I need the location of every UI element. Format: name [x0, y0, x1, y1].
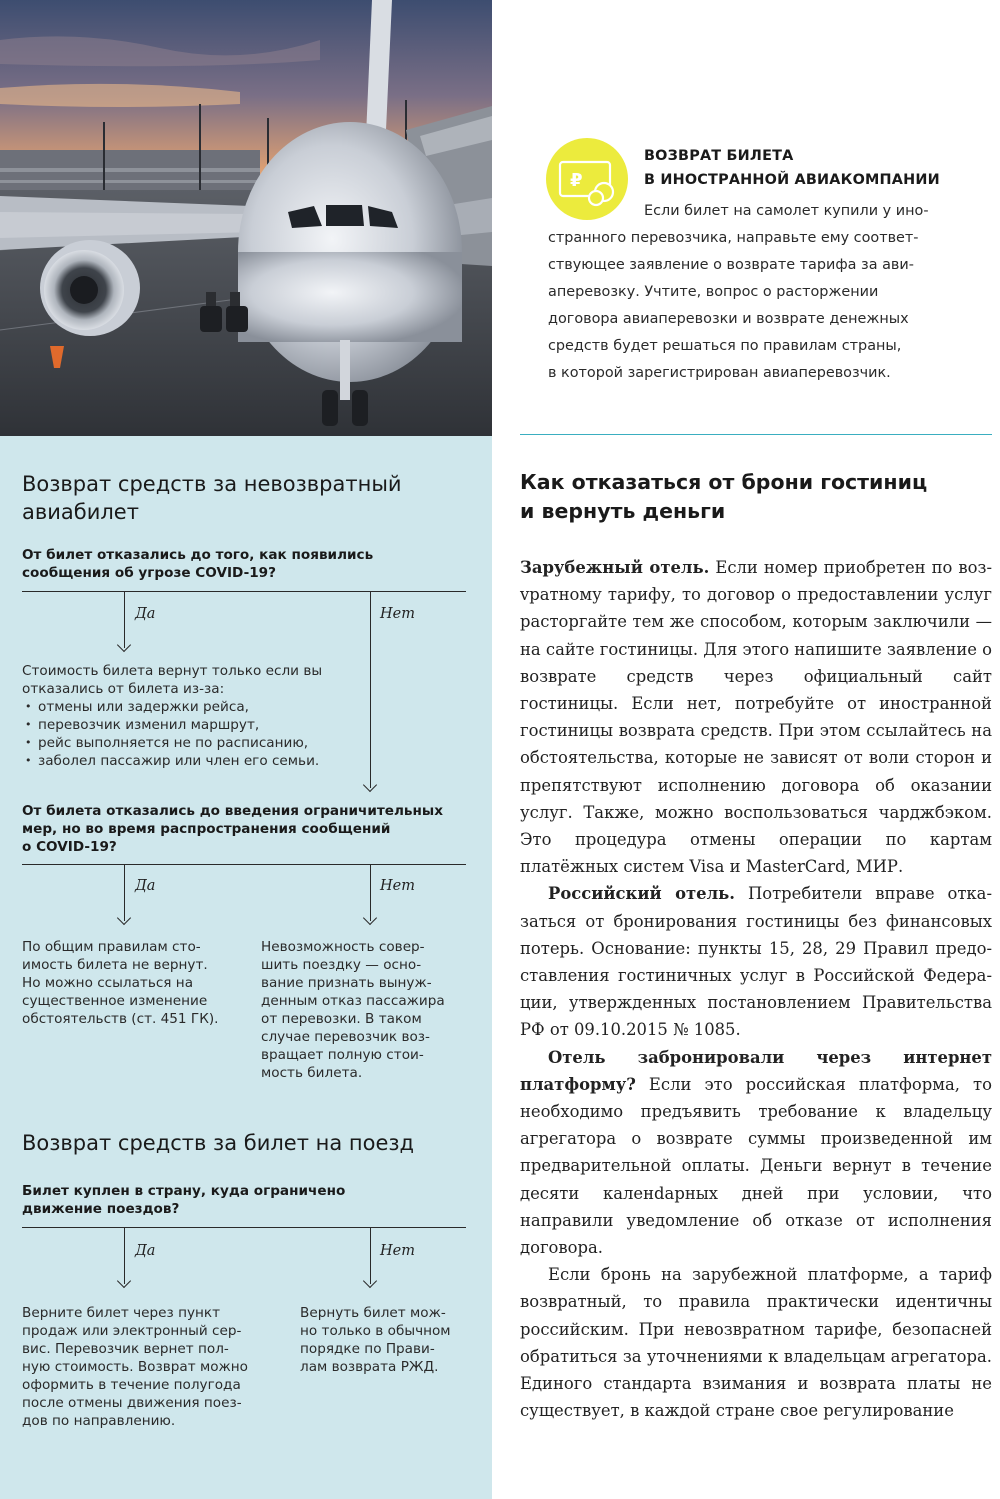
airplane-illustration — [0, 0, 492, 436]
svg-text:₽: ₽ — [570, 170, 583, 191]
callout-text-line: странного перевозчика, направьте ему соответ- — [548, 230, 919, 246]
air-a2-no-line: Невозможность совер- — [261, 939, 425, 955]
list-item: • заболел пассажир или член его семьи. — [22, 752, 319, 770]
section-divider — [520, 434, 992, 435]
train-yes-line: дов по направлению. — [22, 1413, 176, 1429]
air-q2-line3: о COVID-19? — [22, 839, 117, 855]
ruble-card-graphic — [546, 138, 628, 220]
air-section-title — [22, 470, 402, 526]
paragraph-text: Если это российская платформа, то необходимо предъявить требование к владельцу агрегатора о возврате суммы произведенной им предварительной оплаты. Деньги вернут в течение десяти каленdарных дней при условии, что направили уведомление об отказе от исполнения договора. — [520, 1074, 992, 1258]
train-question — [22, 1182, 345, 1218]
train-yes-line: продаж или электронный сер- — [22, 1323, 242, 1339]
paragraph-text: Потребители вправе отказаться от бронирования гостиницы без финансовых потерь. Основание: пункты 15, 28, 29 Правил предоставления гостиничных услуг в Российской Федерации, утвержденных постановлением Правительства РФ от 09.10.2015 № 1085. — [520, 884, 992, 1040]
ruble-card-icon — [546, 138, 628, 220]
paragraph-foreign-platform: Если бронь на зарубежной платформе, а тариф возвратный, то правила практически идентичны российским. При невозвратном тарифе, безопасней обратиться за уточнениями к владельцам агрегатора. Единого стандарта взимания и возврата платы не существует, в каждой стране свое регулирование — [520, 1265, 992, 1421]
paragraph-foreign-hotel — [520, 554, 992, 880]
hotel-title-line2: и вернуть деньги — [520, 499, 726, 523]
air-q1-underline — [22, 591, 466, 592]
callout-title — [644, 144, 940, 192]
train-yes-line: Верните билет через пункт — [22, 1305, 221, 1321]
air-a1-intro — [22, 662, 322, 698]
air-title-line1: Возврат средств за невозвратный — [22, 472, 402, 496]
air-q1-line1: От билет отказались до того, как появились — [22, 547, 374, 563]
air-a2-yes-line: Но можно ссылаться на — [22, 975, 194, 991]
air-a2-no-line: от перевозки. В таком — [261, 1011, 422, 1027]
air-q1-yes-label: Да — [135, 606, 156, 622]
air-a2-no-line: вращает полную стои- — [261, 1047, 424, 1063]
airplane-photo — [0, 0, 492, 436]
air-a2-yes-text — [22, 938, 218, 1028]
train-no-line: Вернуть билет мож- — [300, 1305, 446, 1321]
hotel-article-body — [520, 554, 992, 1425]
train-no-line: лам возврата РЖД. — [300, 1359, 439, 1375]
train-q-line1: Билет куплен в страну, куда ограничено — [22, 1183, 346, 1199]
hotel-article-title — [520, 468, 990, 526]
train-no-line: но только в обычном — [300, 1323, 451, 1339]
air-a2-yes-line: существенное изменение — [22, 993, 208, 1009]
air-a2-yes-line: имость билета не вернут. — [22, 957, 208, 973]
train-no-text — [300, 1304, 451, 1376]
air-a1-reasons-list — [22, 698, 319, 770]
air-q2-line2: мер, но во время распространения сообщений — [22, 821, 391, 837]
callout-title-line2: В ИНОСТРАННОЙ АВИАКОМПАНИИ — [644, 172, 940, 188]
callout-text-line: ствующее заявление о возврате тарифа за ави- — [548, 257, 914, 273]
train-section-title: Возврат средств за билет на поезд — [22, 1131, 415, 1155]
air-a2-no-line: денным отказ пассажира — [261, 993, 445, 1009]
train-yes-label: Да — [135, 1243, 156, 1259]
paragraph-lead: Зарубежный отель. — [520, 558, 710, 577]
air-a2-no-text — [261, 938, 445, 1082]
train-yes-line: после отмены движения поез- — [22, 1395, 242, 1411]
air-q1-line2: сообщения об угрозе COVID-19? — [22, 565, 277, 581]
train-yes-line: ную стоимость. Возврат можно — [22, 1359, 248, 1375]
air-q2-line1: От билета отказались до введения ограничительных — [22, 803, 443, 819]
air-title-line2: авиабилет — [22, 500, 139, 524]
callout-text-line: аперевозку. Учтите, вопрос о расторжении — [548, 284, 879, 300]
air-a2-no-line: случае перевозчик воз- — [261, 1029, 430, 1045]
callout-text-line: Если билет на самолет купили у ино- — [644, 203, 929, 219]
air-a2-yes-line: По общим правилам сто- — [22, 939, 201, 955]
air-a2-no-line: шить поездку — осно- — [261, 957, 422, 973]
air-q2-underline — [22, 864, 466, 865]
air-q1-no-label: Нет — [380, 606, 415, 622]
callout-title-line1: ВОЗВРАТ БИЛЕТА — [644, 148, 794, 164]
paragraph-online-platform — [520, 1044, 992, 1262]
air-a2-no-line: вание признать вынуж- — [261, 975, 432, 991]
train-yes-text — [22, 1304, 248, 1430]
train-yes-line: вис. Перевозчик вернет пол- — [22, 1341, 229, 1357]
train-q-line2: движение поездов? — [22, 1201, 180, 1217]
list-item: • рейс выполняется не по расписанию, — [22, 734, 319, 752]
train-yes-line: оформить в течение полугода — [22, 1377, 241, 1393]
air-q2-yes-label: Да — [135, 878, 156, 894]
paragraph-lead: Российский отель. — [548, 884, 736, 904]
air-q2-no-label: Нет — [380, 878, 415, 894]
air-a1-intro-line1: Стоимость билета вернут только если вы — [22, 663, 323, 679]
hotel-title-line1: Как отказаться от брони гостиниц — [520, 470, 928, 494]
list-item: • перевозчик изменил маршрут, — [22, 716, 319, 734]
paragraph-text: Если номер приобретен по возvратному тарифу, то договор о предоставлении услуг расторгайте тем же способом, которым заключили — на сайте гостиницы. Для этого напишите заявление о возврате средств через официальный сайт гостиницы. Если нет, потребуйте от иностранной гостиницы возврата средств. При этом ссылайтесь на обстоятельства, которые не зависят от воли сторон и препятствуют исполнению договора об оказании услуг. Также, можно воспользоваться чарджбэком. Это процедура отмены операции по картам платёжных систем Visa и MasterCard, МИР. — [520, 558, 993, 877]
train-no-line: порядке по Прави- — [300, 1341, 435, 1357]
callout-text-line: средств будет решаться по правилам страны, — [548, 338, 902, 354]
callout-text-line: договора авиаперевозки и возврате денежных — [548, 311, 909, 327]
air-a2-no-line: мость билета. — [261, 1065, 363, 1081]
paragraph-russian-hotel — [520, 880, 992, 1043]
callout-text-line: в которой зарегистрирован авиаперевозчик. — [548, 365, 891, 381]
air-question-1 — [22, 546, 373, 582]
train-no-label: Нет — [380, 1243, 415, 1259]
air-a1-intro-line2: отказались от билета из-за: — [22, 681, 225, 697]
air-a2-yes-line: обстоятельств (ст. 451 ГК). — [22, 1011, 219, 1027]
train-q-underline — [22, 1227, 466, 1228]
air-question-2 — [22, 802, 443, 856]
air-q1-no-connector — [370, 592, 371, 788]
list-item: • отмены или задержки рейса, — [22, 698, 319, 716]
paragraph-lead: Отель забронировали через интернет платформу? — [520, 1047, 992, 1094]
